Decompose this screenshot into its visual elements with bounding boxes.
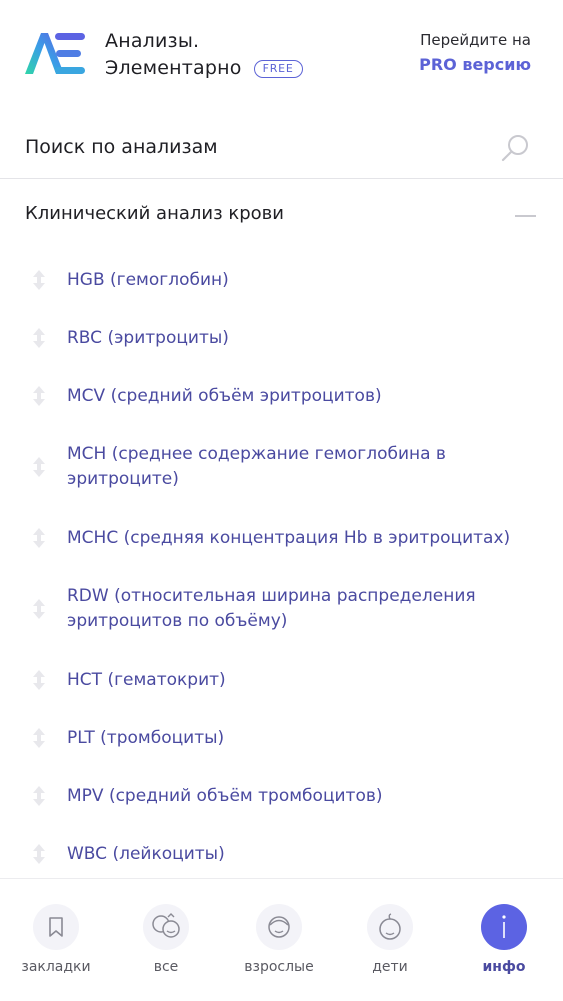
app-header <box>0 0 563 110</box>
nav-label: дети <box>372 959 408 975</box>
list-item-label: MCHC (средняя концентрация Hb в эритроцитах) <box>67 527 511 548</box>
list-item-label: RDW (относительная ширина распределения эритроцитов по объёму) <box>67 586 476 631</box>
pro-caption: Перейдите на <box>420 31 531 49</box>
list-item-wbc[interactable] <box>0 825 563 883</box>
free-badge: FREE <box>254 60 303 78</box>
reorder-icon[interactable] <box>30 668 48 692</box>
pro-version-link[interactable]: PRO версию <box>419 55 531 74</box>
reorder-icon[interactable] <box>30 455 48 479</box>
info-icon <box>499 914 509 940</box>
app-name-line1: Анализы. <box>105 30 200 52</box>
search-icon[interactable] <box>499 132 531 164</box>
bookmark-icon <box>45 915 67 939</box>
app-name-line2: Элементарно <box>105 57 242 79</box>
app-name <box>105 28 303 82</box>
list-item-label: PLT (тромбоциты) <box>67 727 225 748</box>
reorder-icon[interactable] <box>30 784 48 808</box>
list-item-mcv[interactable] <box>0 367 563 425</box>
nav-children[interactable] <box>334 879 446 1001</box>
nav-bookmarks[interactable] <box>0 879 112 1001</box>
list-item-label: HGB (гемоглобин) <box>67 269 229 290</box>
reorder-icon[interactable] <box>30 526 48 550</box>
list-item-mpv[interactable] <box>0 767 563 825</box>
list-item-label: RBC (эритроциты) <box>67 327 229 348</box>
nav-label: взрослые <box>244 959 314 975</box>
bottom-nav <box>0 878 563 1001</box>
list-item-label: MPV (средний объём тромбоцитов) <box>67 785 383 806</box>
list-item-rbc[interactable] <box>0 309 563 367</box>
list-item-rdw[interactable] <box>0 567 563 651</box>
section-title: Клинический анализ крови <box>25 203 284 224</box>
nav-label: инфо <box>482 959 526 975</box>
reorder-icon[interactable] <box>30 384 48 408</box>
list-item-mch[interactable] <box>0 425 563 509</box>
reorder-icon[interactable] <box>30 268 48 292</box>
list-item-label: MCV (средний объём эритроцитов) <box>67 385 382 406</box>
list-item-mchc[interactable] <box>0 509 563 567</box>
list-item-label: HCT (гематокрит) <box>67 669 226 690</box>
analysis-list <box>0 251 563 883</box>
nav-adults[interactable] <box>223 879 335 1001</box>
list-item-hgb[interactable] <box>0 251 563 309</box>
nav-all[interactable] <box>110 879 222 1001</box>
search-label[interactable]: Поиск по анализам <box>25 136 218 158</box>
list-item-label: WBC (лейкоциты) <box>67 843 225 864</box>
child-icon <box>375 911 405 943</box>
reorder-icon[interactable] <box>30 726 48 750</box>
list-item-hct[interactable] <box>0 651 563 709</box>
search-bar[interactable] <box>0 120 563 179</box>
reorder-icon[interactable] <box>30 842 48 866</box>
nav-label: закладки <box>21 959 91 975</box>
section-header[interactable] <box>0 196 563 236</box>
nav-label: все <box>153 959 179 975</box>
family-icon <box>149 912 183 942</box>
reorder-icon[interactable] <box>30 597 48 621</box>
adult-icon <box>264 912 294 942</box>
list-item-plt[interactable] <box>0 709 563 767</box>
app-logo <box>23 30 89 76</box>
reorder-icon[interactable] <box>30 326 48 350</box>
collapse-icon[interactable] <box>515 215 536 217</box>
nav-info[interactable] <box>448 879 560 1001</box>
pro-upgrade[interactable] <box>419 30 531 80</box>
list-item-label: MCH (среднее содержание гемоглобина в эритроците) <box>67 444 446 489</box>
